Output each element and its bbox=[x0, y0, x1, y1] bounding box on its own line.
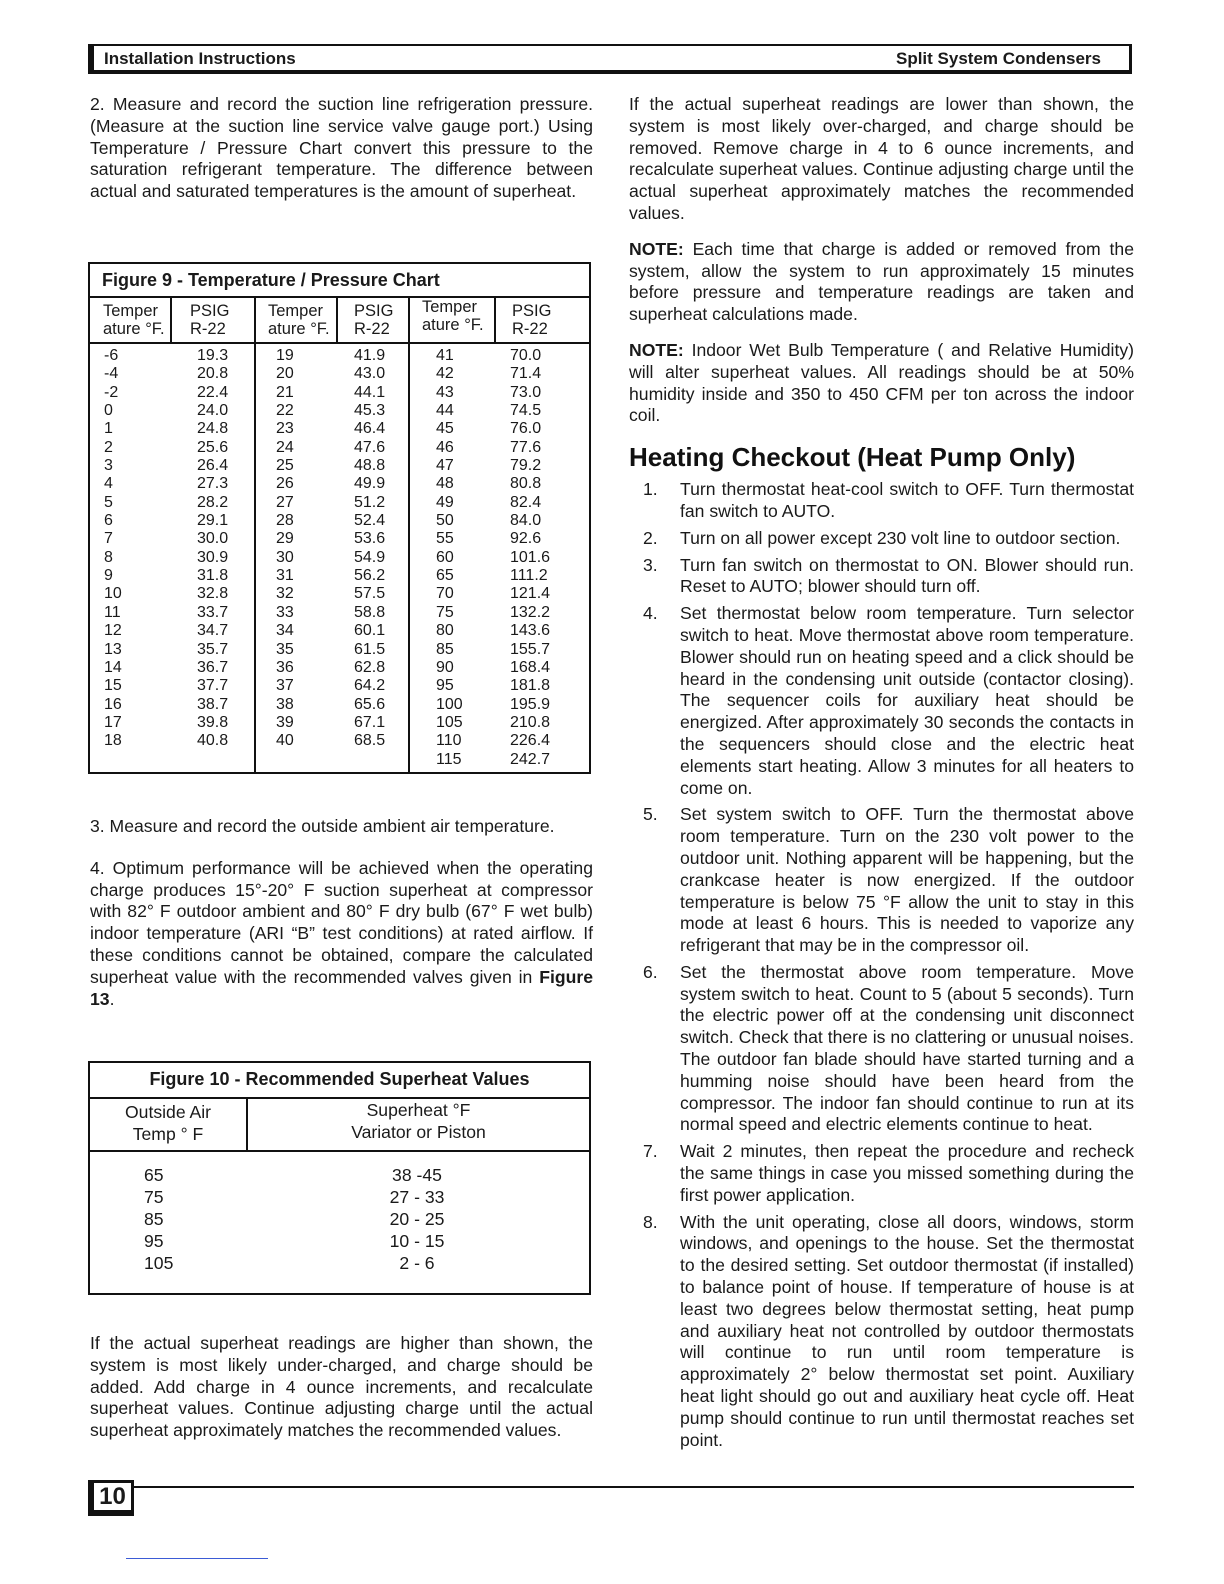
temperature-cell: 30 bbox=[276, 548, 294, 566]
psig-cell: 65.6 bbox=[354, 695, 386, 713]
temperature-cell: -4 bbox=[104, 365, 119, 383]
psig-column-1 bbox=[197, 347, 228, 751]
figure-reference: Figure 13 bbox=[90, 966, 593, 1009]
left-column-bottom bbox=[90, 1333, 593, 1442]
figure-9-table bbox=[88, 262, 591, 774]
temperature-cell: 0 bbox=[104, 402, 113, 420]
psig-cell: 24.0 bbox=[197, 402, 229, 420]
psig-column-2 bbox=[354, 347, 385, 751]
list-item bbox=[629, 528, 1134, 550]
psig-cell: 26.4 bbox=[197, 457, 229, 475]
temperature-cell: 34 bbox=[276, 622, 294, 640]
note-wet-bulb: NOTE: Indoor Wet Bulb Temperature ( and Relative Humidity) will alter superheat values. All readings should be at 50% humidity inside and 350 to 450 CFM per ton across the indoor coil. bbox=[629, 339, 1134, 426]
step-text: Turn thermostat heat-cool switch to OFF. Turn thermostat fan switch to AUTO. bbox=[680, 479, 1134, 521]
figure-10-table bbox=[88, 1061, 591, 1295]
column-header-superheat: Superheat °F Variator or Piston bbox=[351, 1100, 486, 1142]
psig-cell: 79.2 bbox=[510, 457, 542, 475]
divider bbox=[90, 296, 589, 298]
header-right-title: Split System Condensers bbox=[895, 49, 1101, 68]
temperature-cell: 38 bbox=[276, 695, 294, 713]
psig-cell: 56.2 bbox=[354, 567, 386, 585]
table-row bbox=[90, 1230, 589, 1252]
outside-temp-cell: 85 bbox=[144, 1209, 164, 1229]
temperature-cell: 100 bbox=[436, 695, 463, 713]
psig-cell: 33.7 bbox=[197, 603, 229, 621]
temperature-cell: 32 bbox=[276, 585, 294, 603]
psig-cell: 44.1 bbox=[354, 383, 386, 401]
temperature-cell: 15 bbox=[104, 677, 122, 695]
psig-cell: 41.9 bbox=[354, 347, 386, 364]
outside-temp-cell: 105 bbox=[144, 1253, 174, 1273]
step-text: With the unit operating, close all doors, windows, storm windows, and openings to the house. Set the thermostat to the desired setting. Set outdoor thermostat (if installed) to balance point of house. If temperature of house is at least two degrees below thermostat setting, heat pump and auxiliary heat not controlled by outdoor thermostats will continue to run until room temperature is approximately 2° below thermostat set point. Auxiliary heat light should go out and auxiliary heat cycle off. Heat pump should continue to run until thermostat reaches set point. bbox=[680, 1211, 1134, 1450]
psig-cell: 92.6 bbox=[510, 530, 542, 548]
temperature-cell: 2 bbox=[104, 438, 113, 456]
temperature-cell: -6 bbox=[104, 347, 119, 364]
temperature-column-2 bbox=[276, 347, 294, 751]
psig-cell: 45.3 bbox=[354, 402, 386, 420]
temperature-column-1 bbox=[104, 347, 122, 751]
temperature-cell: 16 bbox=[104, 695, 122, 713]
temperature-cell: 1 bbox=[104, 420, 113, 438]
superheat-cell: 10 - 15 bbox=[389, 1231, 445, 1251]
list-item bbox=[629, 804, 1134, 957]
left-column bbox=[90, 94, 593, 203]
outside-temp-cell: 65 bbox=[144, 1165, 164, 1185]
page-header bbox=[88, 44, 1132, 74]
psig-cell: 143.6 bbox=[510, 622, 551, 640]
temperature-cell: 39 bbox=[276, 713, 294, 731]
paragraph-undercharged: If the actual superheat readings are higher than shown, the system is most likely under-charged, and charge should be added. Add charge in 4 ounce increments, and recalculate superheat values. Continue adjusting charge until the actual superheat approximately matches the recommended values. bbox=[90, 1333, 593, 1441]
temperature-cell: 115 bbox=[436, 750, 462, 768]
list-item bbox=[629, 1141, 1134, 1206]
temperature-cell: 33 bbox=[276, 603, 294, 621]
temperature-cell: 49 bbox=[436, 493, 454, 511]
psig-cell: 38.7 bbox=[197, 695, 229, 713]
psig-cell: 195.9 bbox=[510, 695, 551, 713]
divider bbox=[494, 296, 496, 342]
temperature-cell: 105 bbox=[436, 713, 463, 731]
temperature-cell: 44 bbox=[436, 402, 454, 420]
psig-cell: 121.4 bbox=[510, 585, 551, 603]
note-charge-time: NOTE: Each time that charge is added or removed from the system, allow the system to run approximately 15 minutes before pressure and temperature readings are taken and superheat calculations made. bbox=[629, 238, 1134, 325]
paragraph-overcharged: If the actual superheat readings are lower than shown, the system is most likely over-charged, and charge should be removed. Remove charge in 4 to 6 ounce increments, and recalculate superheat values. Continue adjusting charge until the actual superheat approximately matches the recommended values. bbox=[629, 94, 1134, 223]
temperature-cell: 37 bbox=[276, 677, 294, 695]
temperature-cell: 23 bbox=[276, 420, 294, 438]
divider bbox=[170, 296, 172, 342]
temperature-cell: 48 bbox=[436, 475, 454, 493]
psig-cell: 84.0 bbox=[510, 512, 542, 530]
temperature-cell: 22 bbox=[276, 402, 294, 420]
psig-cell: 101.6 bbox=[510, 548, 551, 566]
psig-cell: 70.0 bbox=[510, 347, 542, 364]
temperature-cell: 24 bbox=[276, 438, 294, 456]
temperature-column-3 bbox=[436, 347, 463, 769]
temperature-cell: 7 bbox=[104, 530, 113, 548]
temperature-cell: 10 bbox=[104, 585, 122, 603]
psig-cell: 60.1 bbox=[354, 622, 386, 640]
psig-cell: 76.0 bbox=[510, 420, 542, 438]
psig-cell: 155.7 bbox=[510, 640, 551, 658]
psig-cell: 19.3 bbox=[197, 347, 229, 364]
psig-cell: 52.4 bbox=[354, 512, 386, 530]
psig-cell: 30.9 bbox=[197, 548, 229, 566]
column-header: PSIG R-22 bbox=[190, 302, 230, 338]
psig-cell: 67.1 bbox=[354, 713, 386, 731]
psig-column-3 bbox=[510, 347, 550, 769]
psig-cell: 47.6 bbox=[354, 438, 386, 456]
step-number: 7. bbox=[643, 1141, 658, 1162]
temperature-cell: 8 bbox=[104, 548, 113, 566]
step-text: Set the thermostat above room temperature. Move system switch to heat. Count to 5 (about 5 seconds). Turn the electric power off at the condensing unit disconnect switch. Check that there is no clattering or unusual noises. The outdoor fan blade should have started turning and a humming noise should have been heard from the compressor. The indoor fan should continue to run at its normal speed and electric elements continue to heat. bbox=[680, 961, 1134, 1135]
temperature-cell: 14 bbox=[104, 658, 122, 676]
list-item bbox=[629, 603, 1134, 799]
psig-cell: 210.8 bbox=[510, 713, 551, 731]
page-number: 10 bbox=[88, 1480, 134, 1516]
temperature-cell: 3 bbox=[104, 457, 113, 475]
temperature-cell: 27 bbox=[276, 493, 294, 511]
paragraph-step-3: 3. Measure and record the outside ambient air temperature. bbox=[90, 816, 555, 836]
temperature-cell: 31 bbox=[276, 567, 294, 585]
temperature-cell: 6 bbox=[104, 512, 113, 530]
divider bbox=[408, 296, 410, 772]
step-number: 8. bbox=[643, 1211, 658, 1232]
psig-cell: 27.3 bbox=[197, 475, 229, 493]
psig-cell: 20.8 bbox=[197, 365, 229, 383]
list-item bbox=[629, 1212, 1134, 1452]
temperature-cell: 90 bbox=[436, 658, 454, 676]
psig-cell: 58.8 bbox=[354, 603, 386, 621]
step-number: 5. bbox=[643, 804, 658, 825]
superheat-cell: 2 - 6 bbox=[399, 1253, 435, 1273]
psig-cell: 49.9 bbox=[354, 475, 386, 493]
psig-cell: 77.6 bbox=[510, 438, 542, 456]
psig-cell: 168.4 bbox=[510, 658, 551, 676]
temperature-cell: 5 bbox=[104, 493, 113, 511]
divider bbox=[254, 296, 256, 772]
temperature-cell: 18 bbox=[104, 732, 122, 750]
divider bbox=[90, 342, 589, 344]
step-text: Set thermostat below room temperature. Turn selector switch to heat. Move thermostat above room temperature. Blower should run on heating speed and a click should be heard in the condensing unit outside (contactor closing). The sequencer coils for auxiliary heat should be energized. After approximately 30 seconds the contacts in the sequencers should close and the electric heat elements start heating. Allow 3 minutes for all heaters to come on. bbox=[680, 603, 1134, 798]
divider bbox=[90, 1150, 589, 1152]
psig-cell: 48.8 bbox=[354, 457, 386, 475]
psig-cell: 29.1 bbox=[197, 512, 229, 530]
psig-cell: 82.4 bbox=[510, 493, 542, 511]
psig-cell: 74.5 bbox=[510, 402, 542, 420]
temperature-cell: 40 bbox=[276, 732, 294, 750]
right-column bbox=[629, 94, 1134, 1456]
temperature-cell: -2 bbox=[104, 383, 119, 401]
temperature-cell: 20 bbox=[276, 365, 294, 383]
figure-9-title: Figure 9 - Temperature / Pressure Chart bbox=[102, 270, 440, 290]
temperature-cell: 28 bbox=[276, 512, 294, 530]
psig-cell: 25.6 bbox=[197, 438, 229, 456]
psig-cell: 54.9 bbox=[354, 548, 386, 566]
superheat-cell: 27 - 33 bbox=[389, 1187, 445, 1207]
table-row bbox=[90, 1164, 589, 1186]
psig-cell: 35.7 bbox=[197, 640, 229, 658]
psig-cell: 68.5 bbox=[354, 732, 386, 750]
footer-rule bbox=[132, 1486, 1134, 1488]
temperature-cell: 9 bbox=[104, 567, 113, 585]
psig-cell: 53.6 bbox=[354, 530, 386, 548]
temperature-cell: 75 bbox=[436, 603, 454, 621]
list-item bbox=[629, 962, 1134, 1136]
temperature-cell: 80 bbox=[436, 622, 454, 640]
paragraph-step-4: 4. Optimum performance will be achieved when the operating charge produces 15°-20° F suction superheat at compressor with 82° F outdoor ambient and 80° F dry bulb (67° F wet bulb) indoor temperature (ARI “B” test conditions) at rated airflow. If these conditions cannot be obtained, compare the calculated superheat value with the recommended valves given in Figure 13. bbox=[90, 857, 593, 1009]
temperature-cell: 17 bbox=[104, 713, 122, 731]
header-left-title: Installation Instructions bbox=[104, 49, 296, 68]
temperature-cell: 25 bbox=[276, 457, 294, 475]
temperature-cell: 110 bbox=[436, 732, 462, 750]
temperature-cell: 50 bbox=[436, 512, 454, 530]
column-header-outside-air: Outside Air Temp ° F bbox=[124, 1102, 212, 1144]
psig-cell: 226.4 bbox=[510, 732, 551, 750]
figure-10-rows bbox=[90, 1164, 589, 1274]
psig-cell: 57.5 bbox=[354, 585, 386, 603]
step-number: 4. bbox=[643, 603, 658, 624]
psig-cell: 80.8 bbox=[510, 475, 542, 493]
column-header: PSIG R-22 bbox=[512, 302, 552, 338]
column-header: Temper ature °F. bbox=[103, 302, 165, 338]
outside-temp-cell: 75 bbox=[144, 1187, 164, 1207]
divider bbox=[336, 296, 338, 342]
step-text: Set system switch to OFF. Turn the thermostat above room temperature. Turn on the 230 volt power to the outdoor unit. Nothing apparent will be happening, but the crankcase heater is now energized. If the outdoor temperature is below 75 °F allow the unit to stay in this mode at least 6 hours. This is needed to vaporize any refrigerant that may be in the compressor oil. bbox=[680, 804, 1134, 956]
divider bbox=[126, 1558, 268, 1559]
psig-cell: 71.4 bbox=[510, 365, 542, 383]
figure-10-title: Figure 10 - Recommended Superheat Values bbox=[149, 1069, 530, 1089]
psig-cell: 37.7 bbox=[197, 677, 229, 695]
psig-cell: 43.0 bbox=[354, 365, 386, 383]
temperature-cell: 11 bbox=[104, 603, 121, 621]
step-text: Turn on all power except 230 volt line to outdoor section. bbox=[680, 527, 1121, 548]
psig-cell: 62.8 bbox=[354, 658, 386, 676]
superheat-cell: 20 - 25 bbox=[389, 1209, 445, 1229]
psig-cell: 31.8 bbox=[197, 567, 229, 585]
temperature-cell: 95 bbox=[436, 677, 454, 695]
step-text: Wait 2 minutes, then repeat the procedure and recheck the same things in case you missed something during the first power application. bbox=[680, 1141, 1134, 1205]
temperature-cell: 47 bbox=[436, 457, 454, 475]
outside-temp-cell: 95 bbox=[144, 1231, 164, 1251]
temperature-cell: 60 bbox=[436, 548, 454, 566]
psig-cell: 111.2 bbox=[510, 567, 548, 585]
temperature-cell: 42 bbox=[436, 365, 454, 383]
psig-cell: 46.4 bbox=[354, 420, 386, 438]
psig-cell: 32.8 bbox=[197, 585, 229, 603]
temperature-cell: 46 bbox=[436, 438, 454, 456]
temperature-cell: 70 bbox=[436, 585, 454, 603]
temperature-cell: 41 bbox=[436, 347, 454, 364]
temperature-cell: 21 bbox=[276, 383, 294, 401]
temperature-cell: 55 bbox=[436, 530, 454, 548]
psig-cell: 24.8 bbox=[197, 420, 229, 438]
left-column-middle bbox=[90, 816, 593, 1010]
table-row bbox=[90, 1186, 589, 1208]
psig-cell: 181.8 bbox=[510, 677, 551, 695]
step-number: 1. bbox=[643, 479, 658, 500]
column-header: Temper ature °F. bbox=[268, 302, 330, 338]
superheat-cell: 38 -45 bbox=[392, 1165, 442, 1185]
temperature-cell: 26 bbox=[276, 475, 294, 493]
table-row bbox=[90, 1252, 589, 1274]
psig-cell: 28.2 bbox=[197, 493, 229, 511]
psig-cell: 40.8 bbox=[197, 732, 229, 750]
psig-cell: 242.7 bbox=[510, 750, 551, 768]
psig-cell: 61.5 bbox=[354, 640, 386, 658]
temperature-cell: 65 bbox=[436, 567, 454, 585]
psig-cell: 34.7 bbox=[197, 622, 229, 640]
temperature-cell: 4 bbox=[104, 475, 113, 493]
list-item bbox=[629, 555, 1134, 599]
temperature-cell: 13 bbox=[104, 640, 122, 658]
step-text: Turn fan switch on thermostat to ON. Blower should run. Reset to AUTO; blower should turn off. bbox=[680, 554, 1134, 597]
temperature-cell: 12 bbox=[104, 622, 122, 640]
temperature-cell: 45 bbox=[436, 420, 454, 438]
psig-cell: 73.0 bbox=[510, 383, 542, 401]
psig-cell: 36.7 bbox=[197, 658, 229, 676]
column-header: Temper ature °F. bbox=[422, 298, 484, 334]
temperature-cell: 19 bbox=[276, 347, 294, 364]
psig-cell: 51.2 bbox=[354, 493, 386, 511]
step-number: 6. bbox=[643, 961, 658, 982]
temperature-cell: 35 bbox=[276, 640, 294, 658]
column-header: PSIG R-22 bbox=[354, 302, 394, 338]
psig-cell: 39.8 bbox=[197, 713, 229, 731]
temperature-cell: 43 bbox=[436, 383, 454, 401]
psig-cell: 64.2 bbox=[354, 677, 386, 695]
psig-cell: 30.0 bbox=[197, 530, 229, 548]
temperature-cell: 85 bbox=[436, 640, 454, 658]
table-row bbox=[90, 1208, 589, 1230]
psig-cell: 132.2 bbox=[510, 603, 551, 621]
temperature-cell: 36 bbox=[276, 658, 294, 676]
step-number: 2. bbox=[643, 527, 658, 548]
psig-cell: 22.4 bbox=[197, 383, 229, 401]
paragraph-step-2: 2. Measure and record the suction line refrigeration pressure. (Measure at the suction line service valve gauge port.) Using Temperature / Pressure Chart convert this pressure to the saturation refrigerant temperature. The difference between actual and saturated temperatures is the amount of superheat. bbox=[90, 94, 593, 202]
list-item bbox=[629, 479, 1134, 523]
heating-checkout-steps bbox=[629, 479, 1134, 1451]
temperature-cell: 29 bbox=[276, 530, 294, 548]
section-heading-heating-checkout: Heating Checkout (Heat Pump Only) bbox=[629, 442, 1076, 473]
step-number: 3. bbox=[643, 554, 658, 575]
